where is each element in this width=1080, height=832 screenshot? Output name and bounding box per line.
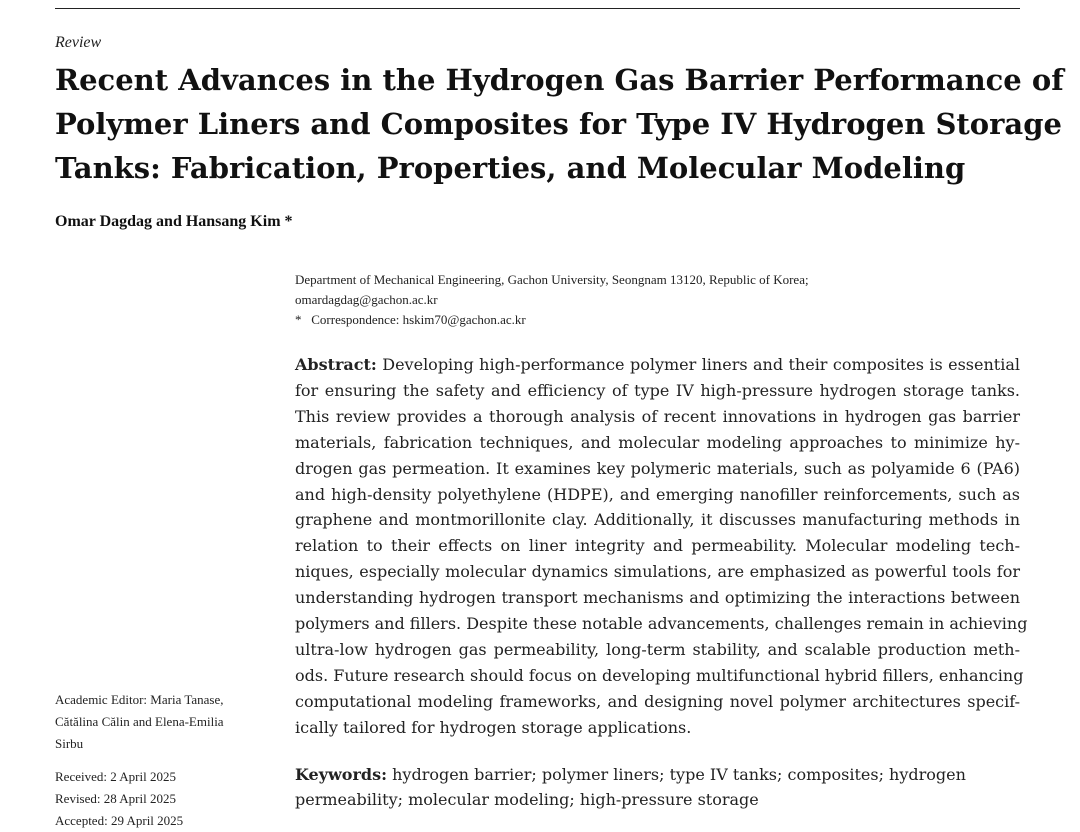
author-email[interactable]: omardagdag@gachon.ac.kr — [295, 292, 438, 307]
abstract-line: graphene and montmorillonite clay. Additionally, it discusses manufacturing methods in — [295, 510, 1020, 530]
abstract-line: This review provides a thorough analysis of recent innovations in hydrogen gas barrier — [295, 406, 1020, 426]
editor-line: Cătălina Călin and Elena-Emilia — [55, 714, 224, 729]
publication-dates — [55, 766, 183, 832]
correspondence-line — [295, 310, 809, 330]
editor-line: Academic Editor: Maria Tanase, — [55, 692, 224, 707]
abstract-label: Abstract: — [295, 355, 377, 374]
abstract-line: Abstract: Developing high-performance polymer liners and their composites is essential — [295, 355, 1020, 374]
abstract-line: ultra-low hydrogen gas permeability, long-term stability, and scalable production meth- — [295, 639, 1020, 659]
abstract-line: ods. Future research should focus on developing multifunctional hybrid fillers, enhancing — [295, 665, 1024, 685]
abstract-line: niques, especially molecular dynamics simulations, are emphasized as powerful tools for — [295, 562, 1020, 582]
author-list: Omar Dagdag and Hansang Kim * — [55, 213, 293, 230]
abstract-line: polymers and fillers. Despite these notable advancements, challenges remain in achieving — [295, 614, 1028, 634]
affiliation-line: Department of Mechanical Engineering, Gachon University, Seongnam 13120, Republic of Korea; — [295, 272, 809, 287]
abstract-line: materials, fabrication techniques, and molecular modeling approaches to minimize hy- — [295, 432, 1020, 452]
keywords — [295, 762, 1020, 812]
title-line: Recent Advances in the Hydrogen Gas Barrier Performance of — [55, 63, 1064, 97]
accepted-date: Accepted: 29 April 2025 — [55, 813, 184, 828]
editor-line: Sirbu — [55, 736, 84, 751]
affiliation-block — [295, 270, 809, 330]
revised-date: Revised: 28 April 2025 — [55, 791, 176, 806]
keywords-line: Keywords: hydrogen barrier; polymer liners; type IV tanks; composites; hydrogen — [295, 765, 966, 784]
abstract-line: understanding hydrogen transport mechanisms and optimizing the interactions between — [295, 588, 1020, 608]
keywords-label: Keywords: — [295, 765, 388, 784]
abstract — [295, 352, 1028, 741]
received-date: Received: 2 April 2025 — [55, 769, 176, 784]
abstract-line: and high-density polyethylene (HDPE), and emerging nanofiller reinforcements, such as — [295, 484, 1020, 504]
header-rule — [55, 8, 1020, 9]
title-line: Polymer Liners and Composites for Type IV Hydrogen Storage — [55, 107, 1062, 141]
paper-title — [55, 58, 1064, 190]
correspondence-mark: * — [295, 312, 302, 327]
keywords-line: permeability; molecular modeling; high-pressure storage — [295, 790, 759, 809]
article-type: Review — [55, 34, 102, 51]
abstract-line: relation to their effects on liner integrity and permeability. Molecular modeling tech- — [295, 536, 1020, 556]
correspondence-email[interactable]: Correspondence: hskim70@gachon.ac.kr — [311, 312, 526, 327]
abstract-line: for ensuring the safety and efficiency of type IV high-pressure hydrogen storage tanks. — [295, 380, 1020, 400]
abstract-line: ically tailored for hydrogen storage applications. — [295, 717, 692, 737]
academic-editor — [55, 689, 224, 755]
abstract-line: drogen gas permeation. It examines key polymeric materials, such as polyamide 6 (PA6) — [295, 458, 1020, 478]
abstract-line: computational modeling frameworks, and designing novel polymer architectures specif- — [295, 691, 1020, 711]
title-line: Tanks: Fabrication, Properties, and Molecular Modeling — [55, 151, 966, 185]
